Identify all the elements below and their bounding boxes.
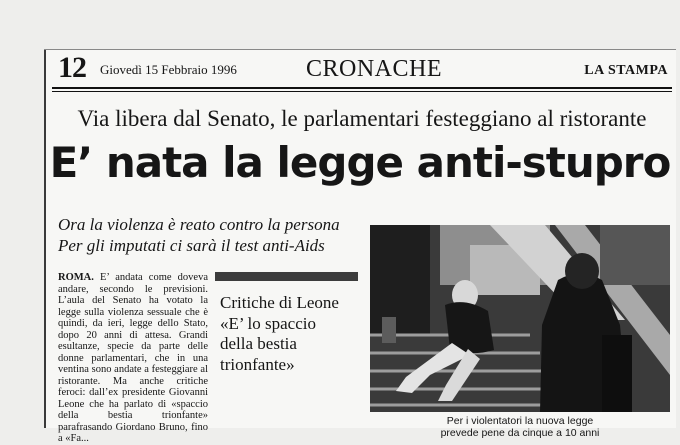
- page-top-rule: [44, 49, 676, 50]
- article-byline: ROMA.: [58, 272, 94, 283]
- newspaper-page: [44, 49, 676, 444]
- article-body-text: E’ andata come doveva andare, secondo le previsioni. L’aula del Senato ha votato la legge sulla violenza sessuale che è quindi, da ieri, legge dello Stato, dopo 20 anni di attesa. Grandi esultanze, specie da parte delle donne parlamentari, che in una ventina sono andate a festeggiare al ristorante. Ma anche critiche feroci: dall’ex presidente Giovanni Leone che ha parlato di «spaccio della bestia trionfante» parafrasando Giordano Bruno, fino a «Fa...: [58, 272, 208, 444]
- article-kicker: Via libera dal Senato, le parlamentari festeggiano al ristorante: [77, 106, 647, 131]
- sidebar-box-bar: [215, 272, 358, 281]
- article-headline: E’ nata la legge anti-stupro: [49, 138, 671, 187]
- header-rule-thick: [52, 87, 672, 89]
- issue-date: Giovedì 15 Febbraio 1996: [100, 62, 237, 77]
- article-subhead-2: Per gli imputati ci sarà il test anti-Aids: [58, 236, 325, 255]
- photo-illustration: [370, 225, 670, 412]
- header-rule-thin: [52, 91, 672, 92]
- page-edge-rule: [44, 49, 46, 428]
- sidebar-headline-line: trionfante»: [220, 354, 295, 374]
- sidebar-headline-line: Critiche di Leone: [220, 293, 339, 312]
- news-photo: [370, 225, 670, 412]
- photo-caption: [370, 415, 670, 439]
- page-number: 12: [58, 51, 86, 84]
- photo-caption-line: Per i violentatori la nuova legge: [446, 415, 594, 427]
- newspaper-name: LA STAMPA: [584, 63, 668, 78]
- article-subhead-1: Ora la violenza è reato contro la persona: [58, 215, 340, 234]
- sidebar-headline-line: «E’ lo spaccio: [220, 313, 316, 333]
- sidebar-headline-line: della bestia: [220, 334, 297, 353]
- article-body: [58, 272, 208, 445]
- sidebar-box-headline: [220, 293, 360, 375]
- section-title: CRONACHE: [306, 56, 443, 82]
- photo-caption-line: prevede pene da cinque a 10 anni: [440, 427, 600, 439]
